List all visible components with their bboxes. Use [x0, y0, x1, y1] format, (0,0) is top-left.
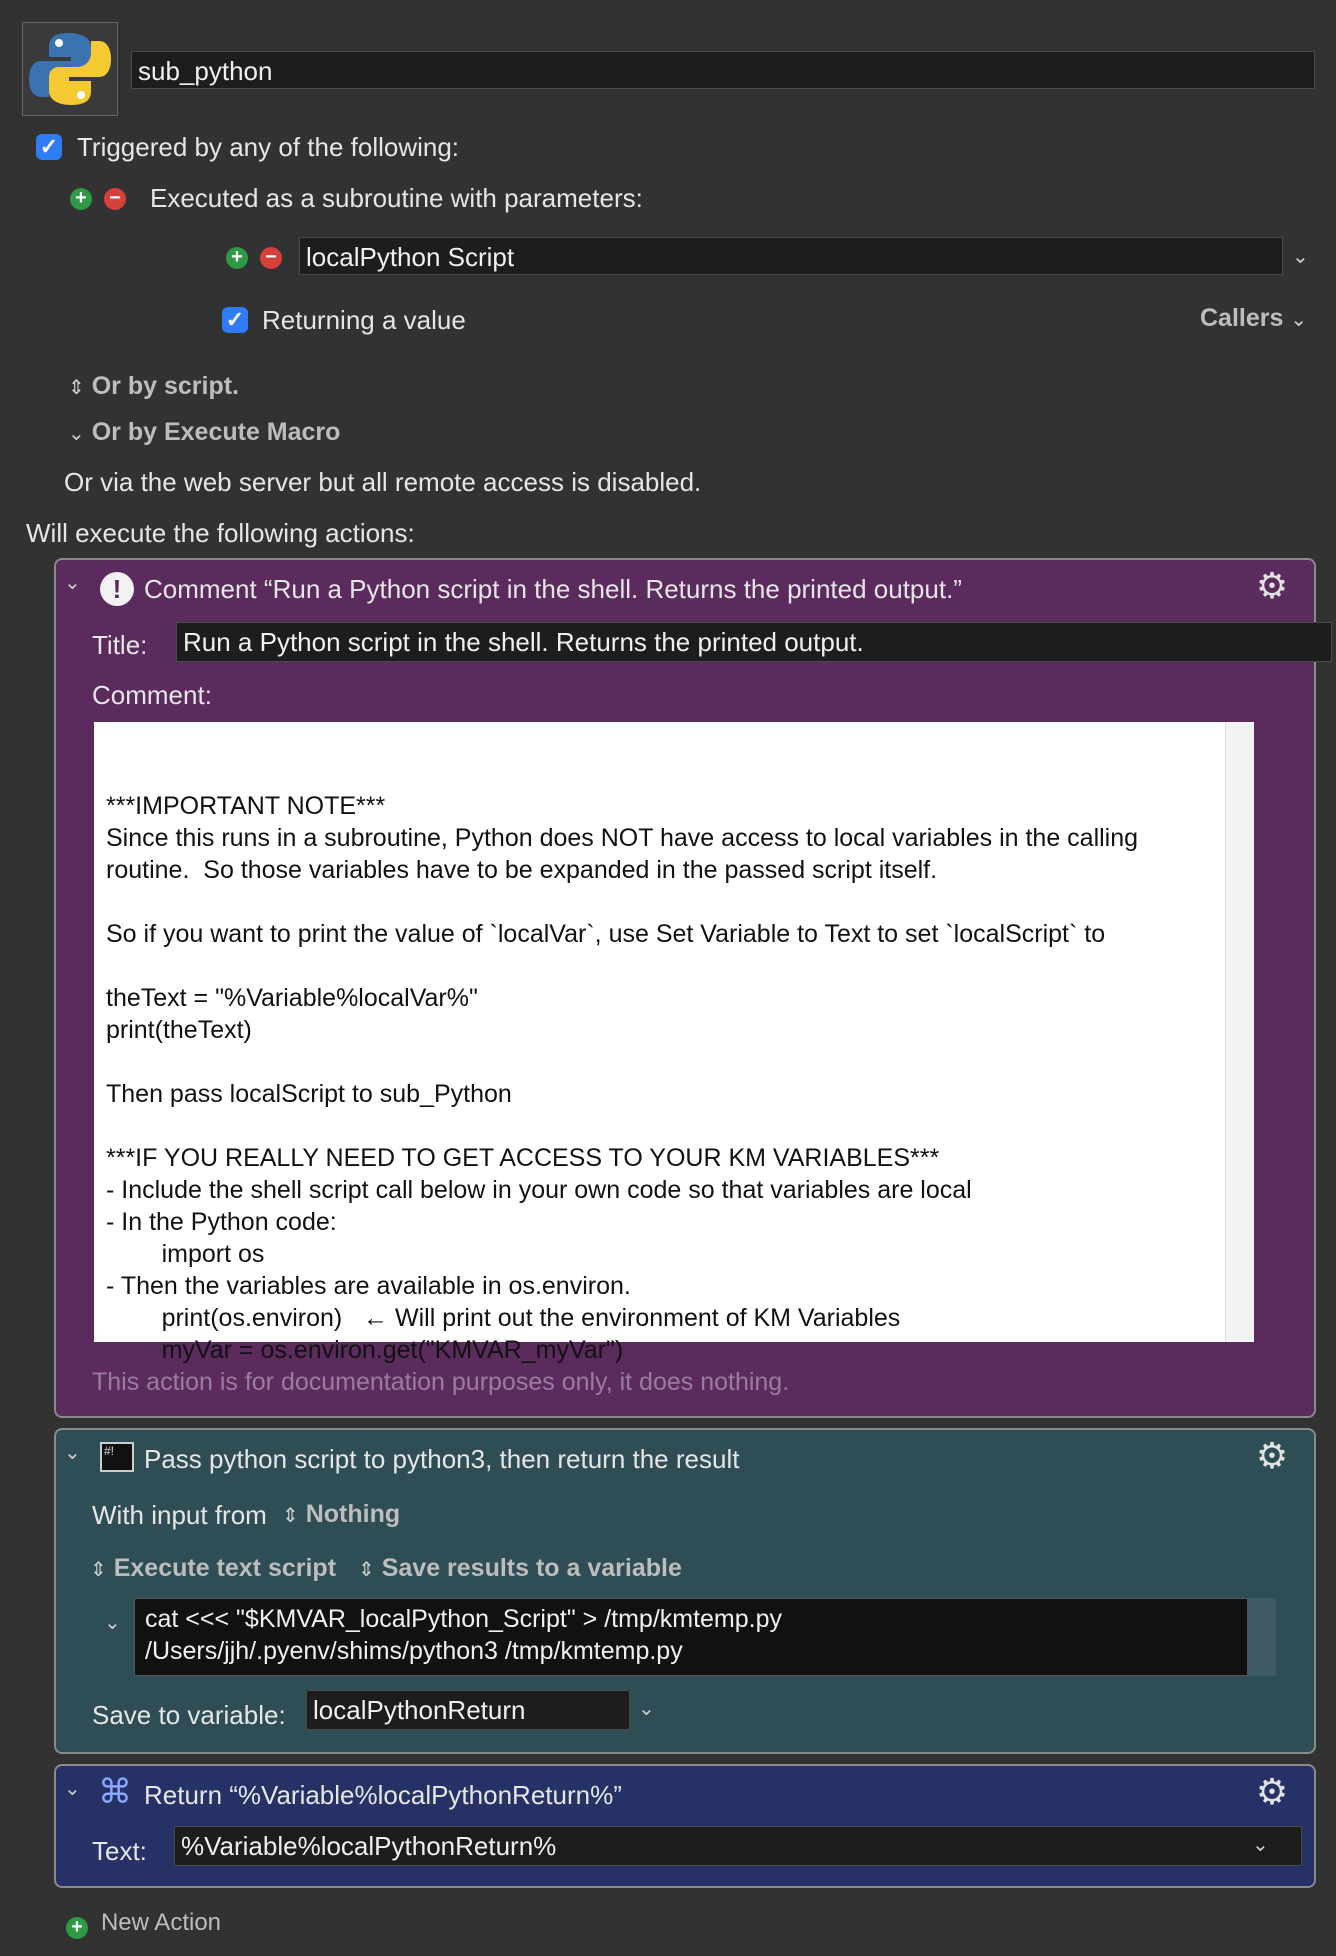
or-by-script-label: Or by script. — [91, 372, 239, 400]
script-scrollbar[interactable] — [1248, 1598, 1276, 1676]
add-icon: + — [66, 1917, 88, 1939]
text-field[interactable]: %Variable%localPythonReturn% — [174, 1826, 1302, 1866]
save-variable-field[interactable]: localPythonReturn — [306, 1690, 630, 1730]
remove-parameter-icon[interactable]: − — [260, 247, 282, 269]
return-action-header: Return “%Variable%localPythonReturn%” — [144, 1780, 622, 1810]
chevron-down-icon: ⌄ — [68, 423, 85, 445]
macro-icon[interactable] — [22, 22, 118, 116]
callers-chevron-icon: ⌄ — [1290, 309, 1308, 331]
save-variable-chevron-icon[interactable]: ⌄ — [638, 1698, 655, 1720]
collapse-chevron-icon[interactable]: ⌄ — [64, 1442, 81, 1464]
title-field[interactable]: Run a Python script in the shell. Returns the printed output. — [176, 622, 1332, 662]
or-by-execute-disclosure[interactable] — [68, 418, 340, 447]
add-trigger-icon[interactable]: + — [70, 188, 92, 210]
actions-header: Will execute the following actions: — [26, 518, 415, 548]
or-by-script-disclosure[interactable] — [68, 372, 239, 401]
updown-chevron-icon: ⇕ — [68, 377, 85, 399]
triggered-checkbox[interactable]: ✓ — [36, 134, 62, 160]
macro-name-field[interactable]: sub_python — [131, 51, 1315, 89]
comment-text: ***IMPORTANT NOTE*** Since this runs in a subroutine, Python does NOT have access to local variables in the calling routine. So those variables have to be expanded in the passed script itself. So if you want to print the value of `localVar`, use Set Variable to Text to set `localScript` to theText = "%Variable%localVar%" print(theText) Then pass localScript to sub_Python ***IF YOU REALLY NEED TO GET ACCESS TO YOUR KM VARIABLES*** - Include the shell script call below in your own code so that variables are local - In the Python code: import os - Then the variables are available in os.environ. print(os.environ) ← Will print out the environment of KM Variables myVar = os.environ.get("KMVAR_myVar") — [106, 792, 1139, 1364]
add-parameter-icon[interactable]: + — [226, 247, 248, 269]
callers-label: Callers — [1200, 304, 1284, 332]
text-label: Text: — [92, 1836, 147, 1866]
save-mode-value: Save results to a variable — [381, 1554, 682, 1582]
save-variable-label: Save to variable: — [92, 1700, 286, 1730]
gear-icon[interactable]: ⚙ — [1255, 565, 1289, 606]
comment-alert-icon: ! — [100, 572, 134, 606]
subroutine-label: Executed as a subroutine with parameters: — [150, 183, 643, 213]
shell-action-header: Pass python script to python3, then return the result — [144, 1444, 740, 1474]
execute-mode-popup[interactable] — [90, 1554, 336, 1583]
comment-scrollbar[interactable] — [1225, 722, 1254, 1342]
triggered-label: Triggered by any of the following: — [77, 132, 460, 162]
or-by-execute-label: Or by Execute Macro — [91, 418, 341, 446]
new-action-button[interactable] — [66, 1908, 221, 1937]
web-server-text: Or via the web server but all remote access is disabled. — [64, 467, 702, 497]
remove-trigger-icon[interactable]: − — [104, 188, 126, 210]
updown-chevron-icon: ⇕ — [90, 1559, 107, 1581]
title-label: Title: — [92, 630, 148, 660]
gear-icon[interactable]: ⚙ — [1255, 1771, 1289, 1812]
callers-button[interactable] — [1200, 304, 1307, 333]
comment-label: Comment: — [92, 680, 212, 710]
collapse-chevron-icon[interactable]: ⌄ — [64, 572, 81, 594]
returning-checkbox[interactable]: ✓ — [222, 307, 248, 333]
comment-text-area[interactable] — [94, 722, 1254, 1364]
comment-action-card[interactable] — [54, 558, 1316, 1418]
input-from-value: Nothing — [305, 1500, 401, 1528]
command-icon: ⌘ — [98, 1773, 132, 1811]
save-mode-popup[interactable] — [358, 1554, 682, 1583]
collapse-chevron-icon[interactable]: ⌄ — [64, 1778, 81, 1800]
script-collapse-chevron-icon[interactable]: ⌄ — [104, 1612, 121, 1634]
returning-label: Returning a value — [262, 305, 466, 335]
input-from-popup[interactable] — [282, 1500, 400, 1529]
terminal-icon: #! — [100, 1442, 134, 1472]
shell-action-card[interactable] — [54, 1428, 1316, 1754]
updown-chevron-icon: ⇕ — [282, 1505, 299, 1527]
input-from-label: With input from — [92, 1500, 267, 1530]
execute-mode-value: Execute text script — [113, 1554, 337, 1582]
script-text-area[interactable]: cat <<< "$KMVAR_localPython_Script" > /tmp/kmtemp.py /Users/jjh/.pyenv/shims/python3 /tmp/kmtemp.py — [134, 1598, 1248, 1676]
python-logo-icon — [25, 25, 115, 113]
text-field-chevron-icon[interactable]: ⌄ — [1252, 1834, 1269, 1856]
new-action-label: New Action — [100, 1909, 222, 1936]
comment-action-header: Comment “Run a Python script in the shell. Returns the printed output.” — [144, 574, 962, 604]
parameter-field[interactable]: localPython Script — [299, 237, 1283, 275]
comment-footer: This action is for documentation purposes only, it does nothing. — [92, 1368, 790, 1396]
parameter-dropdown-chevron-icon[interactable]: ⌄ — [1292, 246, 1309, 268]
updown-chevron-icon: ⇕ — [358, 1559, 375, 1581]
return-action-card[interactable] — [54, 1764, 1316, 1888]
gear-clock-icon[interactable]: ⚙ — [1255, 1435, 1289, 1476]
